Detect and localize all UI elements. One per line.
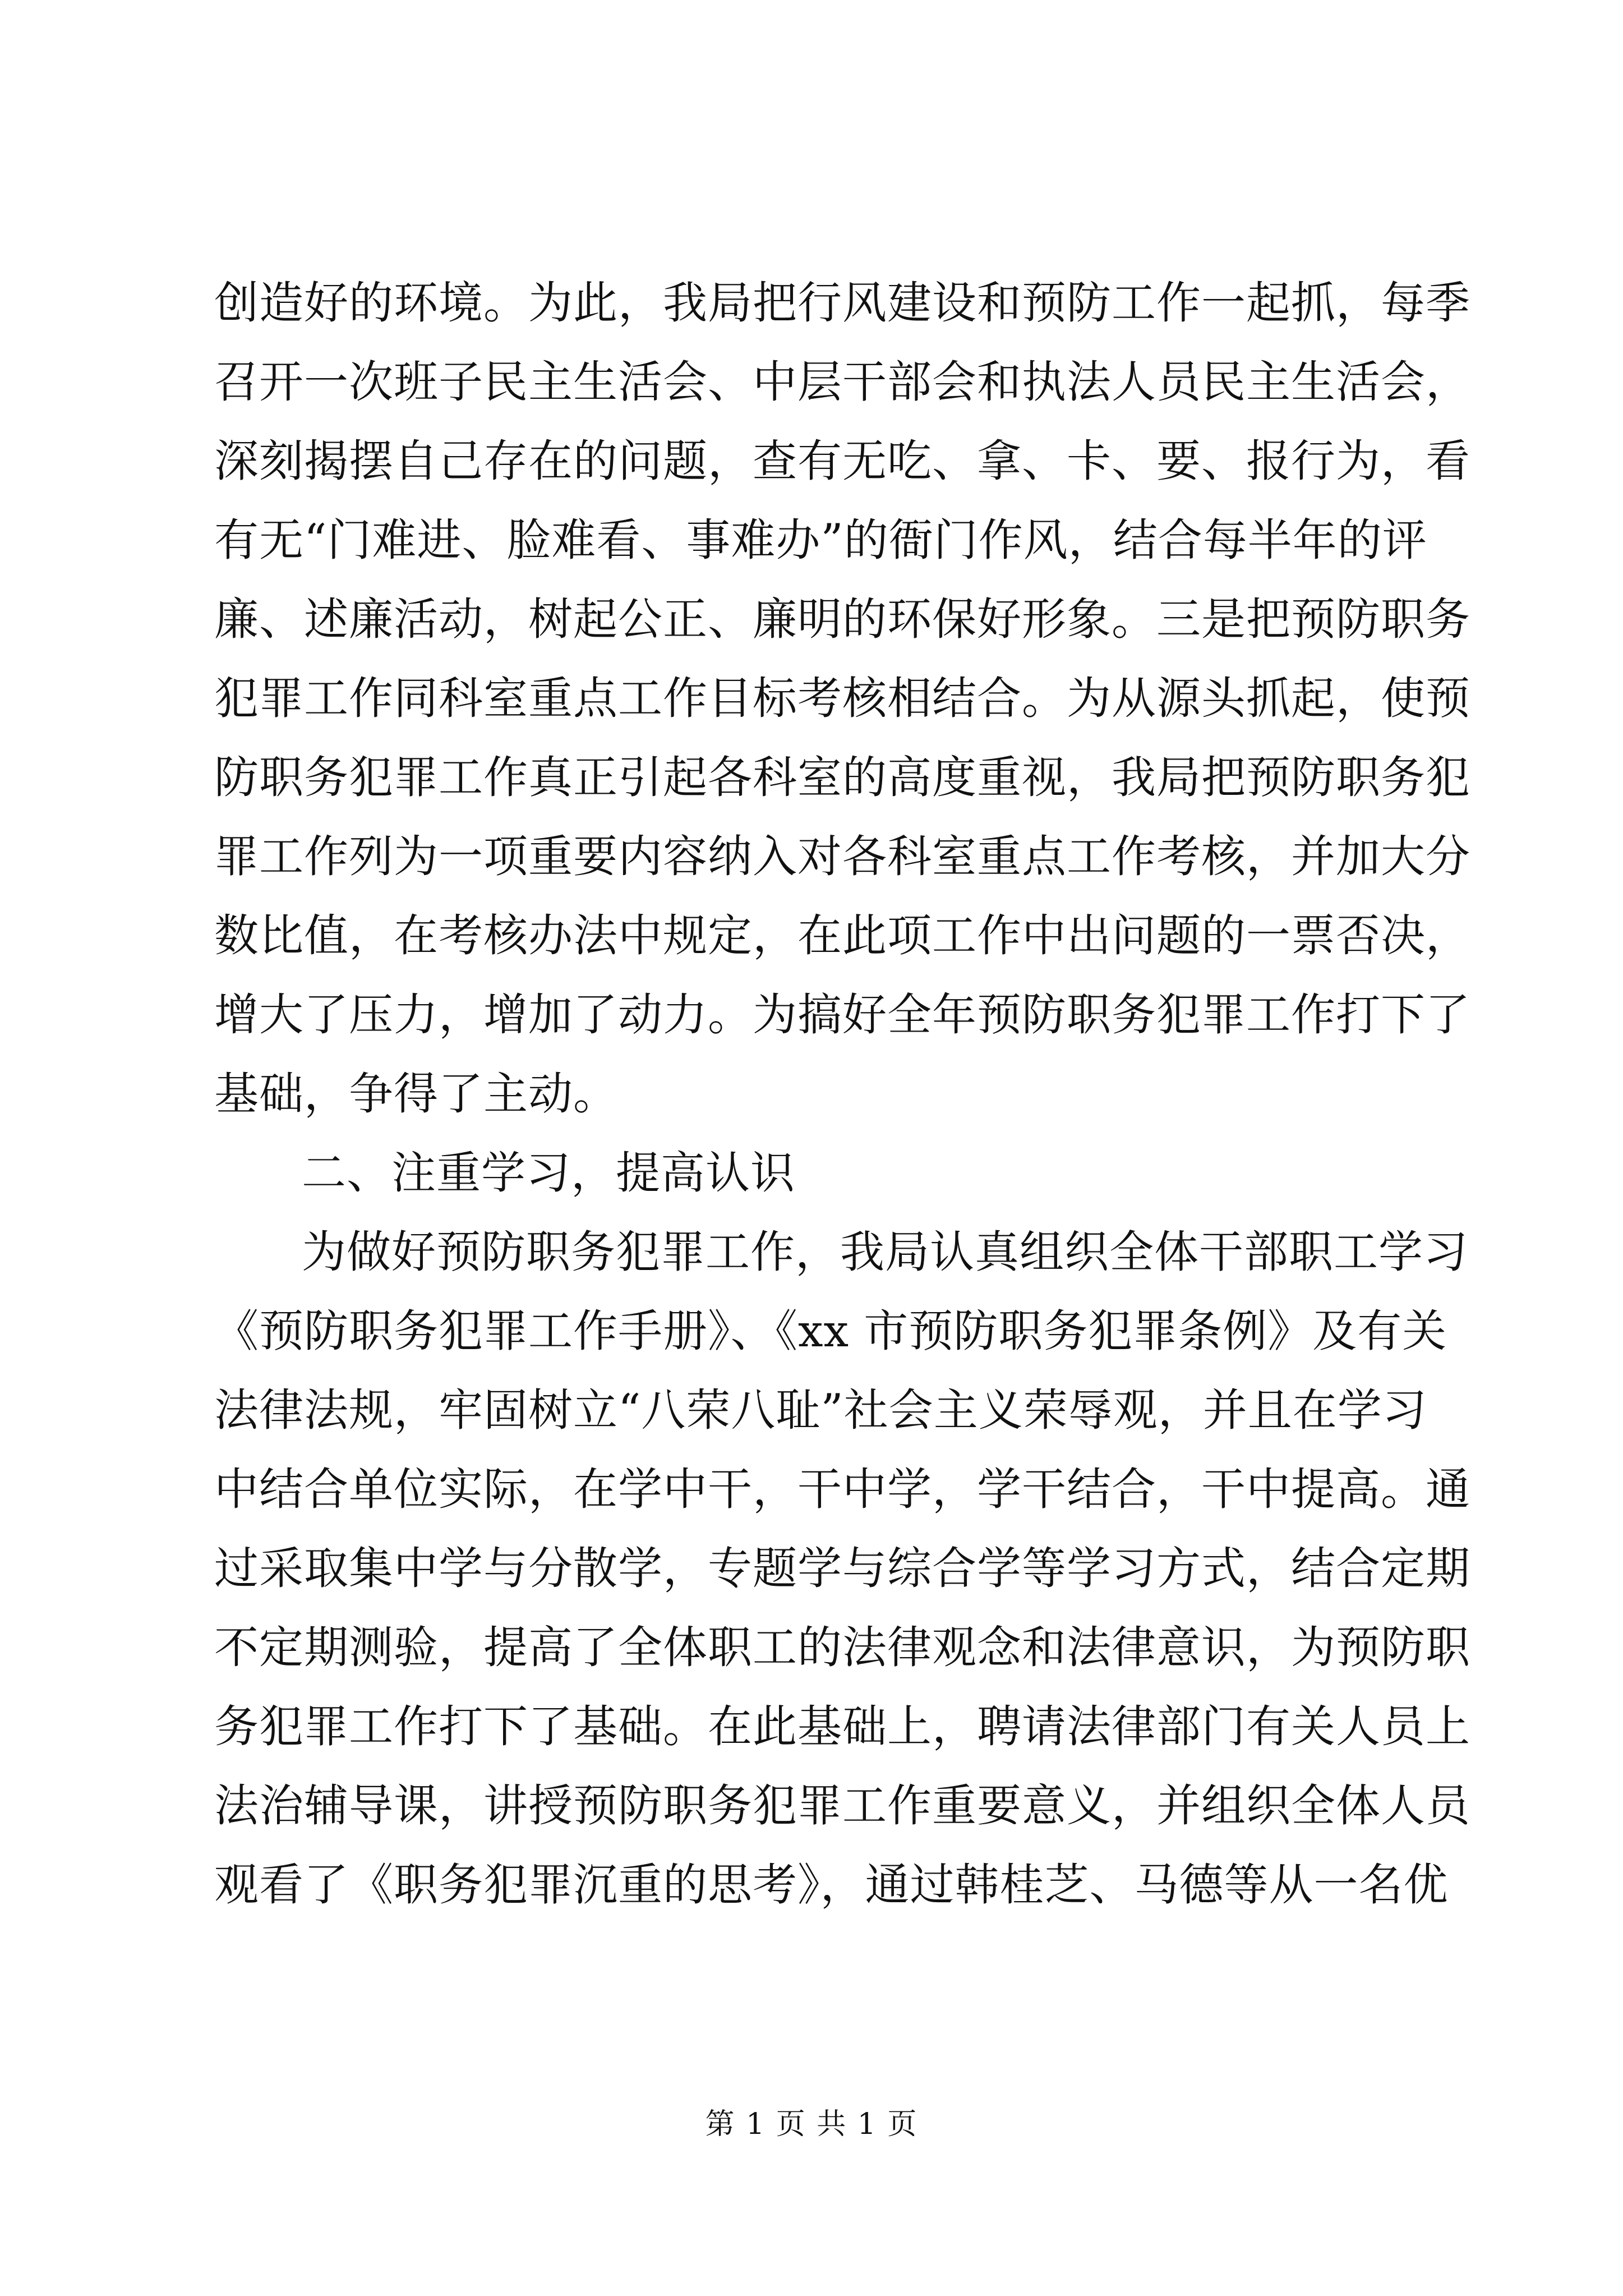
section-heading: 二、注重学习，提高认识 [302,1147,795,1199]
paragraph-1-line-2: 召开一次班子民主生活会、中层干部会和执法人员民主生活会， [214,356,1470,408]
paragraph-1-line-6: 犯罪工作同科室重点工作目标考核相结合。为从源头抓起，使预 [214,673,1470,724]
paragraph-2-line-5: 过采取集中学与分散学，专题学与综合学等学习方式，结合定期 [214,1543,1470,1594]
paragraph-2-line-7: 务犯罪工作打下了基础。在此基础上，聘请法律部门有关人员上 [214,1701,1470,1752]
paragraph-2-line-8: 法治辅导课，讲授预防职务犯罪工作重要意义，并组织全体人员 [214,1780,1470,1832]
paragraph-1-line-3: 深刻揭摆自己存在的问题，查有无吃、拿、卡、要、报行为，看 [214,435,1470,487]
paragraph-1-line-10: 增大了压力，增加了动力。为搞好全年预防职务犯罪工作打下了 [214,989,1470,1041]
paragraph-2-line-2: 《预防职务犯罪工作手册》、《xx 市预防职务犯罪条例》及有关 [214,1305,1447,1357]
paragraph-2-line-4: 中结合单位实际，在学中干，干中学，学干结合，干中提高。通 [214,1464,1470,1515]
document-body [214,264,1470,1925]
paragraph-2-line-6: 不定期测验，提高了全体职工的法律观念和法律意识，为预防职 [214,1622,1470,1673]
page-number-footer: 第 1 页 共 1 页 [705,2108,918,2141]
paragraph-1-line-7: 防职务犯罪工作真正引起各科室的高度重视，我局把预防职务犯 [214,752,1470,803]
paragraph-1-line-9: 数比值，在考核办法中规定，在此项工作中出问题的一票否决， [214,910,1470,961]
paragraph-2-line-9: 观看了《职务犯罪沉重的思考》，通过韩桂芝、马德等从一名优 [214,1859,1449,1911]
paragraph-2-line-1: 为做好预防职务犯罪工作，我局认真组织全体干部职工学习 [302,1226,1468,1278]
paragraph-1-line-5: 廉、述廉活动，树起公正、廉明的环保好形象。三是把预防职务 [214,593,1470,645]
paragraph-1-line-4: 有无“门难进、脸难看、事难办”的衙门作风，结合每半年的评 [214,514,1427,566]
paragraph-1-line-1: 创造好的环境。为此，我局把行风建设和预防工作一起抓，每季 [214,277,1470,329]
paragraph-1-line-8: 罪工作列为一项重要内容纳入对各科室重点工作考核，并加大分 [214,831,1470,882]
paragraph-2-line-3: 法律法规，牢固树立“八荣八耻”社会主义荣辱观，并且在学习 [214,1384,1427,1436]
paragraph-1-line-11: 基础，争得了主动。 [214,1068,618,1120]
